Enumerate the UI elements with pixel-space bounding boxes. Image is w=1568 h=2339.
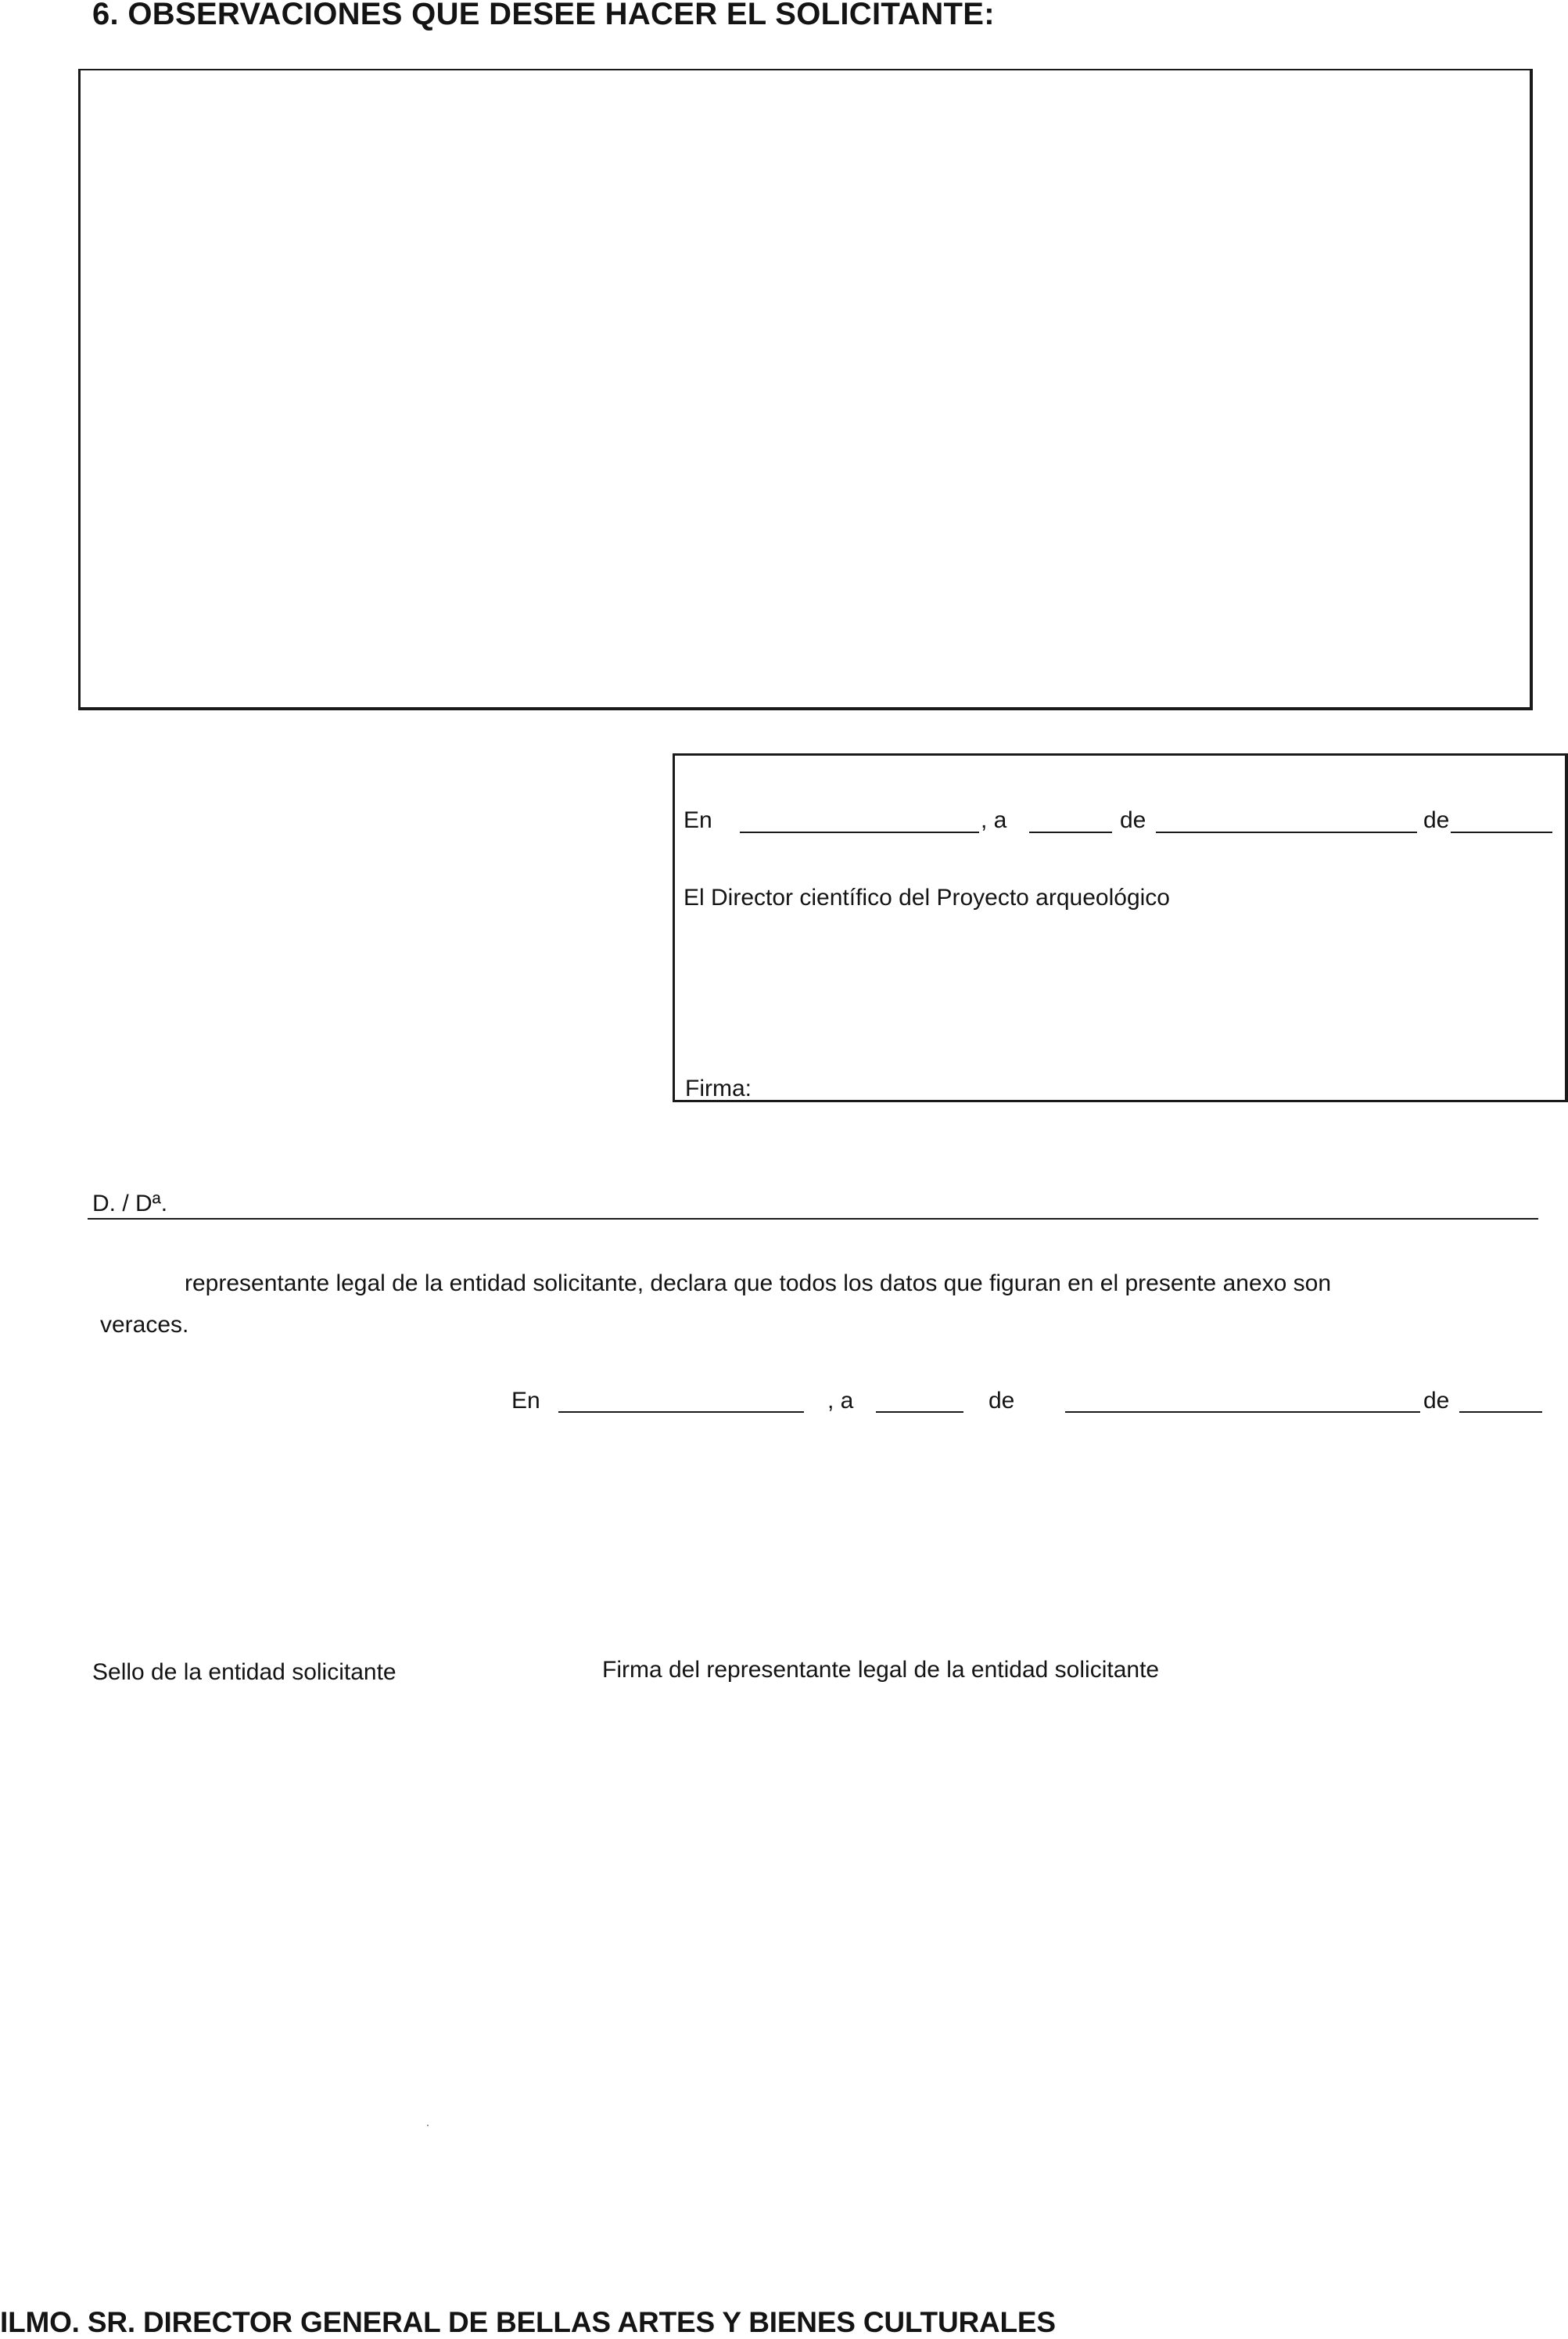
director-label: El Director científico del Proyecto arqueológico: [684, 885, 1170, 911]
observations-textarea[interactable]: [78, 69, 1533, 710]
date2-de-label-2: de: [1423, 1388, 1450, 1414]
date-en-label: En: [684, 807, 712, 833]
date2-day-field[interactable]: [876, 1411, 963, 1413]
seal-label: Sello de la entidad solicitante: [92, 1659, 396, 1685]
representative-name-field[interactable]: [88, 1218, 1538, 1220]
date2-en-label: En: [511, 1388, 540, 1414]
rep-signature-label: Firma del representante legal de la entidad solicitante: [602, 1657, 1160, 1683]
date-day-field[interactable]: [1029, 832, 1112, 833]
date2-place-field[interactable]: [558, 1411, 804, 1413]
director-signature-field[interactable]: [674, 1095, 1565, 1252]
date2-year-field[interactable]: [1459, 1411, 1542, 1413]
date-year-field[interactable]: [1451, 832, 1552, 833]
declaration-text-line1: representante legal de la entidad solicitante, declara que todos los datos que figuran en el presente anexo son: [185, 1270, 1332, 1296]
date2-de-label: de: [989, 1388, 1015, 1414]
declaration-text-line2: veraces.: [100, 1312, 189, 1338]
date-de-label-2: de: [1423, 807, 1450, 833]
section-heading: 6. OBSERVACIONES QUE DESEE HACER EL SOLICITANTE:: [92, 0, 995, 31]
scan-speck: [427, 2125, 429, 2126]
date-place-field[interactable]: [740, 832, 979, 833]
date-de-label: de: [1120, 807, 1146, 833]
addressee-footer: ILMO. SR. DIRECTOR GENERAL DE BELLAS ARTES Y BIENES CULTURALES: [0, 2306, 1056, 2338]
date-month-field[interactable]: [1156, 832, 1417, 833]
name-label: D. / Dª.: [92, 1191, 168, 1216]
seal-area[interactable]: [88, 1698, 526, 2026]
date2-a-label: , a: [827, 1388, 854, 1414]
date-a-label: , a: [981, 807, 1007, 833]
date2-month-field[interactable]: [1065, 1411, 1420, 1413]
director-signature-box: [673, 753, 1568, 1102]
rep-signature-area[interactable]: [594, 1698, 1298, 2026]
firma-label: Firma:: [685, 1076, 752, 1101]
